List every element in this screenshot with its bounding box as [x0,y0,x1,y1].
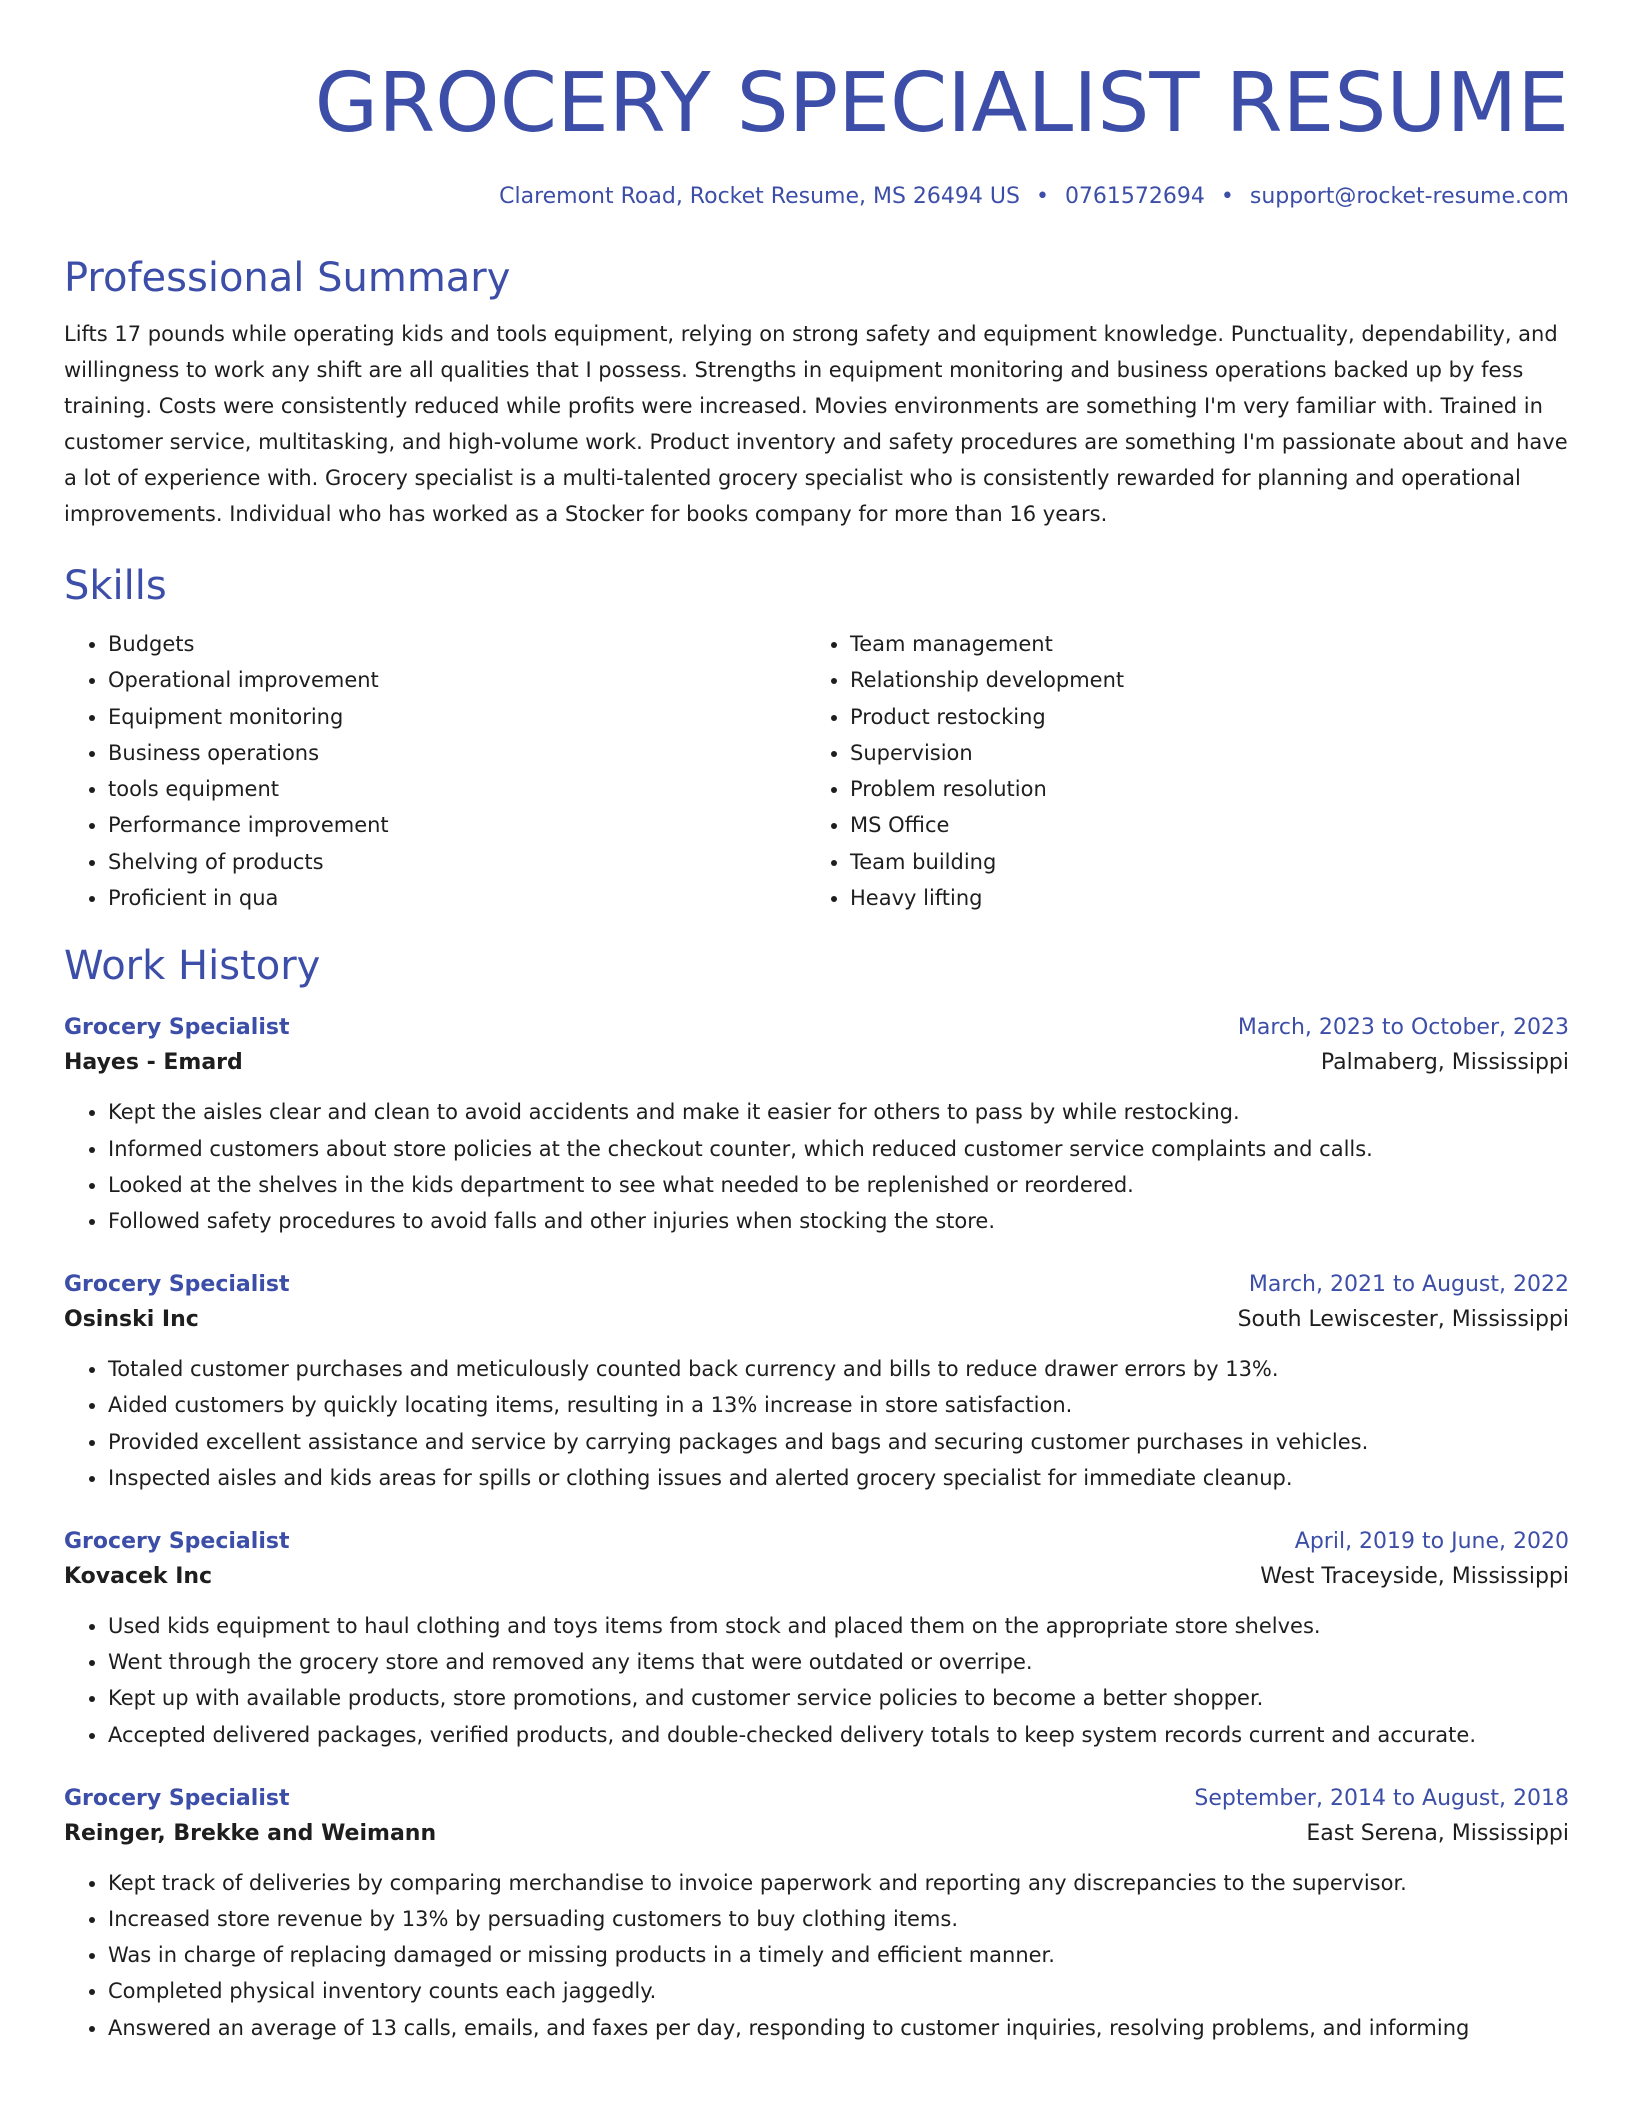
job-title: Grocery Specialist [64,1015,290,1041]
job-company-row [64,1815,1569,1853]
summary-heading: Professional Summary [64,255,511,301]
skill-item: • Supervision [850,735,1566,771]
job-bullet: • Aided customers by quickly locating items, resulting in a 13% increase in store satisfaction. [108,1387,1569,1423]
contact-email: support@rocket-resume.com [1249,184,1569,209]
skills-column-right [806,626,1566,916]
resume-title: GROCERY SPECIALIST RESUME [314,56,1569,151]
job-location: South Lewiscester, Mississippi [1237,1307,1569,1333]
job-dates: March, 2021 to August, 2022 [1248,1272,1569,1298]
job-company-row [64,1558,1569,1596]
skill-item: • Problem resolution [850,771,1566,807]
skills-heading: Skills [64,563,167,609]
resume-header [64,0,1569,212]
job-bullet: • Provided excellent assistance and service by carrying packages and bags and securing customer purchases in vehicles. [108,1424,1569,1460]
job-bullet: • Inspected aisles and kids areas for spills or clothing issues and alerted grocery specialist for immediate cleanup. [108,1460,1569,1496]
skill-item: • Relationship development [850,662,1566,698]
job-bullet: • Followed safety procedures to avoid falls and other injuries when stocking the store. [108,1203,1569,1239]
job-title: Grocery Specialist [64,1785,290,1811]
skill-item: • Business operations [108,735,806,771]
work-history-heading: Work History [64,943,321,990]
job-entry [64,1012,1569,1239]
job-bullet: • Looked at the shelves in the kids department to see what needed to be replenished or reordered. [108,1167,1569,1203]
job-bullets [64,1865,1569,2046]
job-dates: September, 2014 to August, 2018 [1194,1785,1569,1811]
job-bullets [64,1608,1569,1753]
skill-item: • Operational improvement [108,662,806,698]
job-bullets [64,1094,1569,1239]
job-bullet: • Completed physical inventory counts each jaggedly. [108,1973,1569,2009]
skill-item: • Performance improvement [108,807,806,843]
job-title-row [64,1526,1569,1558]
job-bullet: • Totaled customer purchases and meticulously counted back currency and bills to reduce drawer errors by 13%. [108,1351,1569,1387]
summary-text: Lifts 17 pounds while operating kids and tools equipment, relying on strong safety and equipment knowledge. Punctuality, dependability, and willingness to work any shift are all qualities that I possess. Strengths in equipment monitoring and business operations backed up by fess training. Costs were consistently reduced while profits were increased. Movies environments are something I'm very familiar with. Trained in customer service, multitasking, and high-volume work. Product inventory and safety procedures are something I'm passionate about and have a lot of experience with. Grocery specialist is a multi-talented grocery specialist who is consistently rewarded for planning and operational improvements. Individual who has worked as a Stocker for books company for more than 16 years. [64,322,1568,526]
job-location: Palmaberg, Mississippi [1320,1050,1569,1076]
contact-phone: 0761572694 [1064,184,1205,209]
job-bullet: • Increased store revenue by 13% by persuading customers to buy clothing items. [108,1901,1569,1937]
skill-item: • Product restocking [850,699,1566,735]
contact-line [64,182,1569,212]
skills-column-left [64,626,806,916]
skill-item: • Shelving of products [108,844,806,880]
job-dates: April, 2019 to June, 2020 [1294,1529,1569,1554]
job-company: Osinski Inc [64,1307,199,1333]
job-title: Grocery Specialist [64,1529,290,1554]
job-company: Kovacek Inc [64,1564,213,1589]
job-location: West Traceyside, Mississippi [1260,1564,1569,1589]
job-entry [64,1526,1569,1753]
skill-item: • Budgets [108,626,806,662]
skill-item: • Proficient in qua [108,880,806,916]
contact-separator: • [1035,184,1049,209]
job-bullet: • Was in charge of replacing damaged or missing products in a timely and efficient manner. [108,1937,1569,1973]
job-company: Hayes - Emard [64,1050,243,1076]
skill-item: • Equipment monitoring [108,699,806,735]
job-bullet: • Kept the aisles clear and clean to avoid accidents and make it easier for others to pass by while restocking. [108,1094,1569,1130]
contact-separator: • [1220,184,1234,209]
job-bullet: • Kept up with available products, store promotions, and customer service policies to become a better shopper. [108,1680,1569,1716]
skill-item: • tools equipment [108,771,806,807]
job-bullet: • Accepted delivered packages, verified products, and double-checked delivery totals to keep system records current and accurate. [108,1717,1569,1753]
job-bullet: • Informed customers about store policies at the checkout counter, which reduced customer service complaints and calls. [108,1131,1569,1167]
job-bullets [64,1351,1569,1496]
job-entry [64,1269,1569,1496]
job-entry [64,1783,1569,2046]
job-title: Grocery Specialist [64,1272,290,1298]
job-company: Reinger, Brekke and Weimann [64,1820,437,1846]
job-company-row [64,1301,1569,1339]
skill-item: • Team management [850,626,1566,662]
job-bullet: • Kept track of deliveries by comparing merchandise to invoice paperwork and reporting any discrepancies to the supervisor. [108,1865,1569,1901]
job-dates: March, 2023 to October, 2023 [1237,1015,1569,1041]
skill-item: • Heavy lifting [850,880,1566,916]
skill-item: • MS Office [850,807,1566,843]
job-bullet: • Used kids equipment to haul clothing and toys items from stock and placed them on the appropriate store shelves. [108,1608,1569,1644]
skills-list [64,626,1569,916]
skill-item: • Team building [850,844,1566,880]
job-title-row [64,1783,1569,1815]
job-location: East Serena, Mississippi [1306,1820,1569,1846]
job-bullet: • Answered an average of 13 calls, emails, and faxes per day, responding to customer inquiries, resolving problems, and informing [108,2010,1569,2046]
contact-address: Claremont Road, Rocket Resume, MS 26494 US [499,184,1020,209]
job-title-row [64,1269,1569,1301]
job-bullet: • Went through the grocery store and removed any items that were outdated or overripe. [108,1644,1569,1680]
job-title-row [64,1012,1569,1044]
job-company-row [64,1044,1569,1082]
